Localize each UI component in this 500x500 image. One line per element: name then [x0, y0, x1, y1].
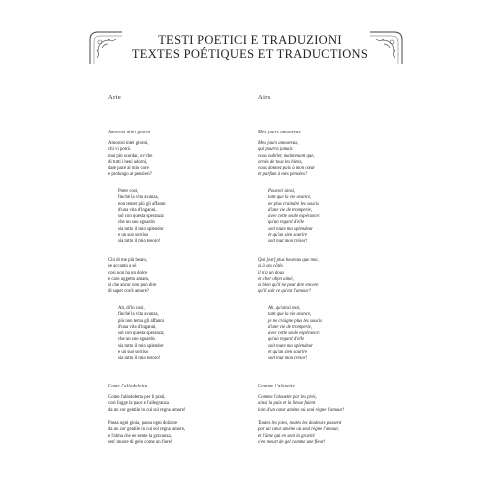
- french-column: [258, 94, 408, 445]
- verse-line: ornés de tous les biens,: [258, 159, 303, 165]
- verse-line: Chi di me più beato,: [108, 258, 148, 263]
- verse-line: di saper cos'è amore?: [108, 289, 149, 295]
- verse-line: e l'alma che ne sente la gravanza,: [108, 433, 172, 439]
- verse-line: sì che ancor non può dire: [108, 283, 157, 289]
- verse-line: chi vi potrà: [108, 147, 130, 153]
- verse-line: par un cœur amène où seul règne l'amour,: [258, 427, 339, 433]
- verse-line: Qui [est] plus heureux que moi,: [258, 258, 319, 263]
- verse-line: e prolungo ai pensieri?: [108, 172, 152, 178]
- verse-line: così non ha un dolce: [108, 270, 148, 276]
- verse-line: Comme l'alouette par les prés,: [258, 395, 317, 400]
- verse-line: e un suo sorriso: [118, 233, 149, 239]
- verse-line: et qu'un sien sourire: [268, 350, 308, 356]
- verse-line: avec cette seule espérance:: [268, 214, 321, 220]
- verse-line: ne plus craindre les soucis: [268, 201, 319, 207]
- verse-line: Amorosi miei giorni,: [108, 141, 149, 146]
- verse-line: Ah, qu'ainsi moi,: [268, 306, 301, 311]
- verse-line: Mes jours amoureux,: [258, 141, 299, 146]
- verse-line: Pouvoir ainsi,: [268, 189, 296, 194]
- poem-title-french-2: Comme l'alouette: [258, 383, 296, 388]
- verse-line: qu'il sait ce qu'est l'amour?: [258, 289, 311, 295]
- stanza: [108, 421, 185, 446]
- italian-column: [108, 94, 258, 445]
- verse-line: Passa ogni gioia, passa ogni dolzore: [108, 421, 178, 426]
- stanza: [258, 395, 344, 414]
- verse-line: je ne craigne plus les soucis: [268, 318, 322, 324]
- stanza: [108, 258, 156, 296]
- verse-line: se accanto a sé: [108, 264, 137, 270]
- verse-line: più non tema gli affanni: [118, 318, 165, 324]
- page-title-italian: TESTI POETICI E TRADUZIONI: [158, 33, 342, 47]
- verse-line: et l'âme qui en sent la gravité: [258, 433, 315, 439]
- verse-line: che un suo sguardo: [118, 337, 155, 343]
- verse-line: soit toute ma splendeur: [268, 226, 313, 232]
- stanza: [108, 395, 186, 414]
- verse-line: sen' muore di gelo come un fiore!: [108, 439, 173, 445]
- stanza: [108, 141, 152, 179]
- verse-line: Toutes les joies, toutes les douleurs passent: [258, 421, 342, 426]
- verse-line: si à ses côtés: [258, 264, 283, 270]
- verse-line: sia tutto il mio splendor: [118, 226, 164, 232]
- poem-title-italian-2: Come l'allodoletta: [108, 383, 148, 388]
- verse-line: si bien qu'il ne peut dire encore: [258, 283, 319, 289]
- verse-line: finché la vita avanza,: [118, 195, 159, 201]
- verse-line: sol con questa speranza;: [118, 331, 165, 337]
- verse-line: Poter così,: [118, 189, 139, 194]
- verse-line: d'une vie de tromperie,: [268, 324, 313, 330]
- poem-title-french-1: Mes jours amoureux: [258, 129, 301, 134]
- verse-line: et cher objet aimé,: [258, 276, 294, 282]
- verse-line: soit toute ma splendeur: [268, 343, 313, 349]
- verse-line: d'una vita d'inganni,: [118, 324, 157, 330]
- stanza: [108, 306, 165, 363]
- verse-line: vous donnez paix à mon cœur: [258, 166, 315, 172]
- verse-line: così fugge la pace e l'allegranza: [108, 401, 169, 407]
- verse-line: sia tutto il mio tesoro!: [118, 356, 161, 362]
- verse-line: Ah, di'lo così,: [118, 306, 145, 311]
- poem-title-italian-1: Amorosi miei giorni: [108, 129, 151, 134]
- verse-line: il n'a un doux: [258, 270, 285, 276]
- verse-line: finché la vita avanza,: [118, 312, 159, 318]
- stanza: [258, 421, 341, 446]
- verse-line: sia tutto il mio splendor: [118, 343, 164, 349]
- stanza: [108, 189, 166, 246]
- verse-line: d'una vita d'inganni,: [118, 207, 157, 213]
- verse-line: s'en meurt de gel comme une fleur!: [258, 439, 326, 445]
- verse-line: date pace al mio core: [108, 166, 149, 172]
- verse-line: soit tout mon trésor!: [268, 239, 308, 245]
- verse-line: ainsi la paix et la liesse fuient: [258, 401, 316, 407]
- verse-line: soit tout mon trésor!: [268, 356, 308, 362]
- verse-line: e caro oggetto amato,: [108, 276, 150, 282]
- verse-line: tant que la vie avance,: [268, 312, 312, 318]
- section-title-french: Airs: [258, 94, 271, 101]
- stanza: [258, 189, 320, 246]
- verse-line: et parfum à mes pensées?: [258, 172, 308, 178]
- verse-line: che un suo sguardo: [118, 220, 155, 226]
- verse-line: d'une vie de tromperie,: [268, 207, 313, 213]
- verse-line: qu'un regard d'elle: [268, 337, 305, 343]
- verse-line: e un suo sorriso: [118, 350, 149, 356]
- verse-line: da un cor gentile in cui sol regna amore!: [108, 407, 186, 413]
- verse-line: da un cor gentile in cui sol regna amore,: [108, 427, 186, 433]
- verse-line: mai più scordar, ov'che: [108, 153, 153, 159]
- verse-line: sia tutto il mio tesoro!: [118, 239, 161, 245]
- verse-line: vous oublier, maintenant que,: [258, 153, 315, 159]
- verse-line: di tutti i beni adorni,: [108, 159, 148, 165]
- verse-line: et qu'un sien sourire: [268, 233, 308, 239]
- section-title-italian: Arie: [108, 94, 122, 101]
- verse-line: tant que la vie avance,: [268, 195, 312, 201]
- verse-line: non temer più gli affanni: [118, 201, 166, 207]
- verse-line: qu'un regard d'elle: [268, 220, 305, 226]
- verse-line: sol con questa speranza:: [118, 214, 165, 220]
- stanza: [258, 258, 319, 296]
- stanza: [258, 141, 315, 179]
- verse-line: qui pourra jamais: [258, 147, 293, 153]
- stanza: [258, 306, 322, 363]
- verse-line: Come l'allodoletta per li prati,: [108, 395, 166, 400]
- verse-line: avec cette seule espérance:: [268, 331, 321, 337]
- verse-line: loin d'un cœur amène où seul règne l'amour!: [258, 407, 345, 413]
- page-title-french: TEXTES POÉTIQUES ET TRADUCTIONS: [131, 47, 369, 61]
